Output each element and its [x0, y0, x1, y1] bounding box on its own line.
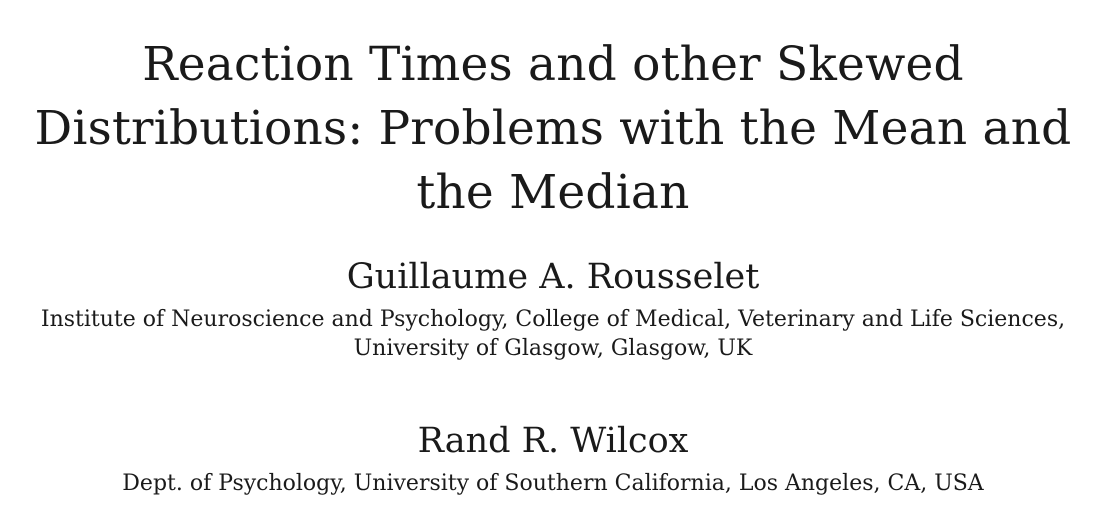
affiliation-rousselet	[0, 305, 1106, 363]
affiliation-rousselet-line-2: University of Glasgow, Glasgow, UK	[353, 336, 753, 361]
paper-title	[0, 33, 1106, 225]
author-name-rousselet: Guillaume A. Rousselet	[346, 257, 760, 297]
paper-title-line-3: the Median	[416, 165, 690, 220]
author-block-rousselet	[0, 255, 1106, 363]
author-block-wilcox	[0, 419, 1106, 498]
affiliation-rousselet-line-1: Institute of Neuroscience and Psychology, College of Medical, Veterinary and Life Sciences,	[40, 307, 1066, 332]
affiliation-wilcox-line-1: Dept. of Psychology, University of Southern California, Los Angeles, CA, USA	[122, 471, 984, 496]
affiliation-wilcox	[0, 469, 1106, 498]
paper-title-line-2: Distributions: Problems with the Mean and	[34, 101, 1072, 156]
paper-title-line-1: Reaction Times and other Skewed	[142, 37, 964, 92]
author-name-wilcox: Rand R. Wilcox	[417, 421, 689, 461]
